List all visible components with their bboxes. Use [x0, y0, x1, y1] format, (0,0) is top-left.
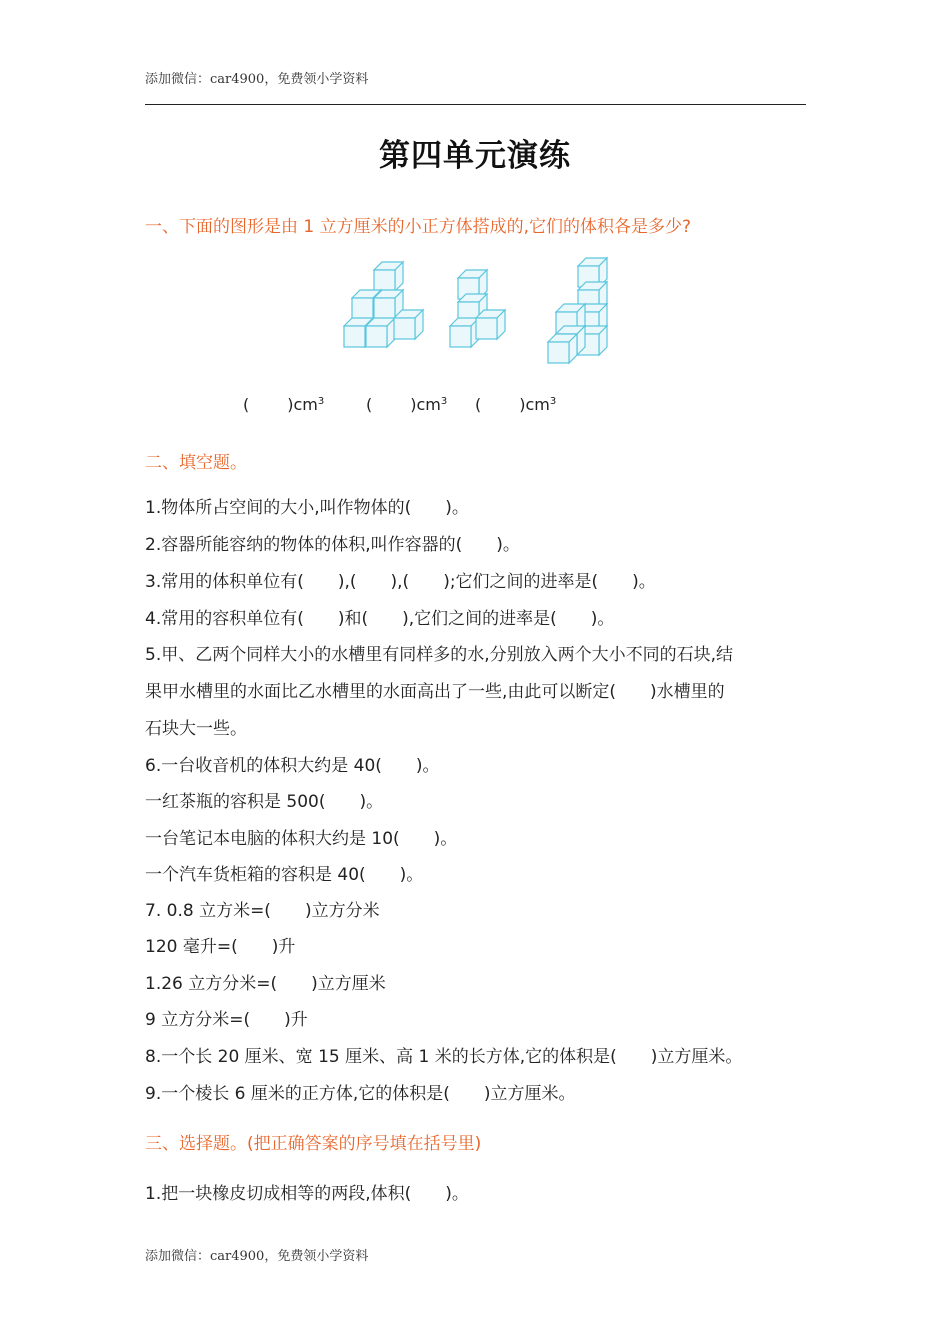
- figure1-cube: [374, 262, 403, 291]
- footer-note: 添加微信：car4900，免费领小学资料: [145, 1249, 369, 1264]
- question-line: 1.物体所占空间的大小,叫作物体的( )。: [145, 498, 469, 518]
- answer-exponent: 3: [549, 396, 557, 407]
- question-line: 1.把一块橡皮切成相等的两段,体积( )。: [145, 1184, 469, 1204]
- question-line: 120 毫升=( )升: [145, 937, 296, 957]
- answer-open: (: [366, 395, 373, 414]
- question-line: 2.容器所能容纳的物体的体积,叫作容器的( )。: [145, 535, 520, 555]
- figure1-cube: [366, 318, 395, 347]
- answer-blank-3[interactable]: [475, 395, 556, 414]
- section3-heading: 三、选择题。(把正确答案的序号填在括号里): [145, 1134, 482, 1154]
- answer-unit: )cm: [519, 395, 550, 414]
- question-line: 一台笔记本电脑的体积大约是 10( )。: [145, 829, 458, 849]
- answer-unit: )cm: [287, 395, 318, 414]
- question-line: 9 立方分米=( )升: [145, 1010, 308, 1030]
- question-line: 6.一台收音机的体积大约是 40( )。: [145, 756, 440, 776]
- question-line: 一红茶瓶的容积是 500( )。: [145, 792, 384, 812]
- figure3-cube: [548, 334, 577, 363]
- answer-open: (: [475, 395, 482, 414]
- section1-heading: 一、下面的图形是由 1 立方厘米的小正方体搭成的,它们的体积各是多少?: [145, 217, 692, 237]
- answer-exponent: 3: [317, 396, 325, 407]
- figure2-cube: [476, 310, 505, 339]
- answer-exponent: 3: [440, 396, 448, 407]
- answer-blank-2[interactable]: [366, 395, 447, 414]
- header-divider: [145, 104, 806, 105]
- question-line: 7. 0.8 立方米=( )立方分米: [145, 901, 380, 921]
- figure2-cube: [450, 318, 479, 347]
- question-line: 1.26 立方分米=( )立方厘米: [145, 974, 386, 994]
- cube-figures: [330, 248, 630, 378]
- question-line: 5.甲、乙两个同样大小的水槽里有同样多的水,分别放入两个大小不同的石块,结: [145, 645, 734, 665]
- question-line: 9.一个棱长 6 厘米的正方体,它的体积是( )立方厘米。: [145, 1084, 576, 1104]
- question-line: 8.一个长 20 厘米、宽 15 厘米、高 1 米的长方体,它的体积是( )立方厘米。: [145, 1047, 743, 1067]
- answer-unit: )cm: [410, 395, 441, 414]
- question-line: 一个汽车货柜箱的容积是 40( )。: [145, 865, 424, 885]
- question-line: 3.常用的体积单位有( ),( ),( );它们之间的进率是( )。: [145, 572, 656, 592]
- question-line: 石块大一些。: [145, 719, 247, 739]
- question-line: 4.常用的容积单位有( )和( ),它们之间的进率是( )。: [145, 609, 615, 629]
- page-title: 第四单元演练: [379, 138, 571, 174]
- question-line: 果甲水槽里的水面比乙水槽里的水面高出了一些,由此可以断定( )水槽里的: [145, 682, 725, 702]
- header-note: 添加微信：car4900，免费领小学资料: [145, 72, 369, 87]
- figure1-cube: [394, 310, 423, 339]
- answer-blank-1[interactable]: [243, 395, 324, 414]
- answer-open: (: [243, 395, 250, 414]
- section2-heading: 二、填空题。: [145, 453, 247, 473]
